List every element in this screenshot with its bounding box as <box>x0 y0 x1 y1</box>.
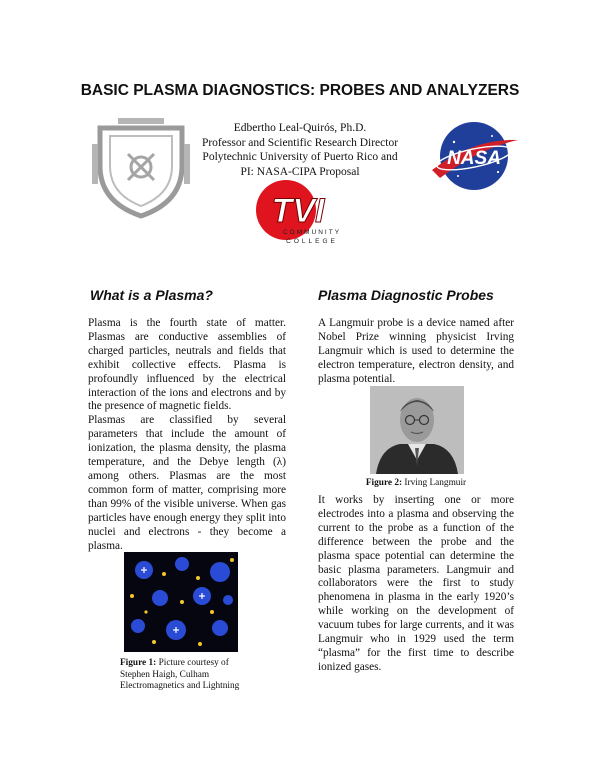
left-paragraph-1: Plasma is the fourth state of matter. Plasmas are conductive assemblies of charged particles, neutrals and fields that exhibit collective effects. Plasma is profoundly influenced by the electrical interaction of the ions and electrons and by the presence of magnetic fields. <box>88 317 286 413</box>
right-column-body <box>318 494 514 675</box>
figure-1-caption <box>120 658 248 693</box>
figure-1-plasma-image <box>124 552 238 652</box>
tvi-logo-community: COMMUNITY <box>282 229 342 236</box>
author-name: Edbertho Leal-Quirós, Ph.D. <box>233 122 367 134</box>
figure-2-caption <box>318 478 514 488</box>
section-heading-plasma: What is a Plasma? <box>90 287 213 303</box>
right-paragraph-1: A Langmuir probe is a device named after Nobel Prize winning physicist Irving Langmuir which is used to determine the electron temperature, electron density, and plasma potential. <box>318 317 514 385</box>
figure-1-caption-text: Picture courtesy of Stephen Haigh, Culham Electromagnetics and Lightning <box>120 658 240 691</box>
tvi-logo-college: COLLEGE <box>286 238 338 245</box>
figure-1-label: Figure 1: <box>120 658 157 668</box>
paper-title: BASIC PLASMA DIAGNOSTICS: PROBES AND ANALYZERS <box>80 82 520 99</box>
section-heading-probes: Plasma Diagnostic Probes <box>318 287 494 303</box>
left-paragraph-2: Plasmas are classified by several parameters that include the amount of ionization, the plasma density, the plasma temperature, and the Debye length (λ) among others. Plasmas are the most common form of matter, comprising more than 99% of the visible universe. When gas particles have enough energy they split into nuclei and electrons - they become a plasma. <box>88 414 286 552</box>
tvi-logo-text: TVI <box>271 192 325 230</box>
left-column <box>88 317 286 553</box>
nasa-logo-text: NASA <box>447 148 501 169</box>
author-proposal: PI: NASA-CIPA Proposal <box>240 165 360 178</box>
author-position: Professor and Scientific Research Director <box>201 136 399 149</box>
figure-2-label: Figure 2: <box>365 478 403 488</box>
university-seal-logo <box>88 114 194 220</box>
right-paragraph-2: It works by inserting one or more electrodes into a plasma and observing the current to the probe as a function of the difference between the probe and the plasma space potential can determine the basic plasma parameters. Langmuir and collaborators were the first to study phenomena in plasma in the early 1920’s while working on the development of vacuum tubes for large currents, and it was Langmuir who in 1929 used the term “plasma” for the first time to describe ionized gases. <box>318 494 514 673</box>
author-institution: Polytechnic University of Puerto Rico and <box>202 151 398 163</box>
tvi-community-college-logo <box>250 178 350 248</box>
nasa-logo <box>428 118 520 194</box>
figure-2-caption-text: Irving Langmuir <box>404 478 467 488</box>
right-column-intro <box>318 317 514 387</box>
author-block <box>180 121 420 179</box>
figure-2-langmuir-portrait <box>370 386 464 474</box>
